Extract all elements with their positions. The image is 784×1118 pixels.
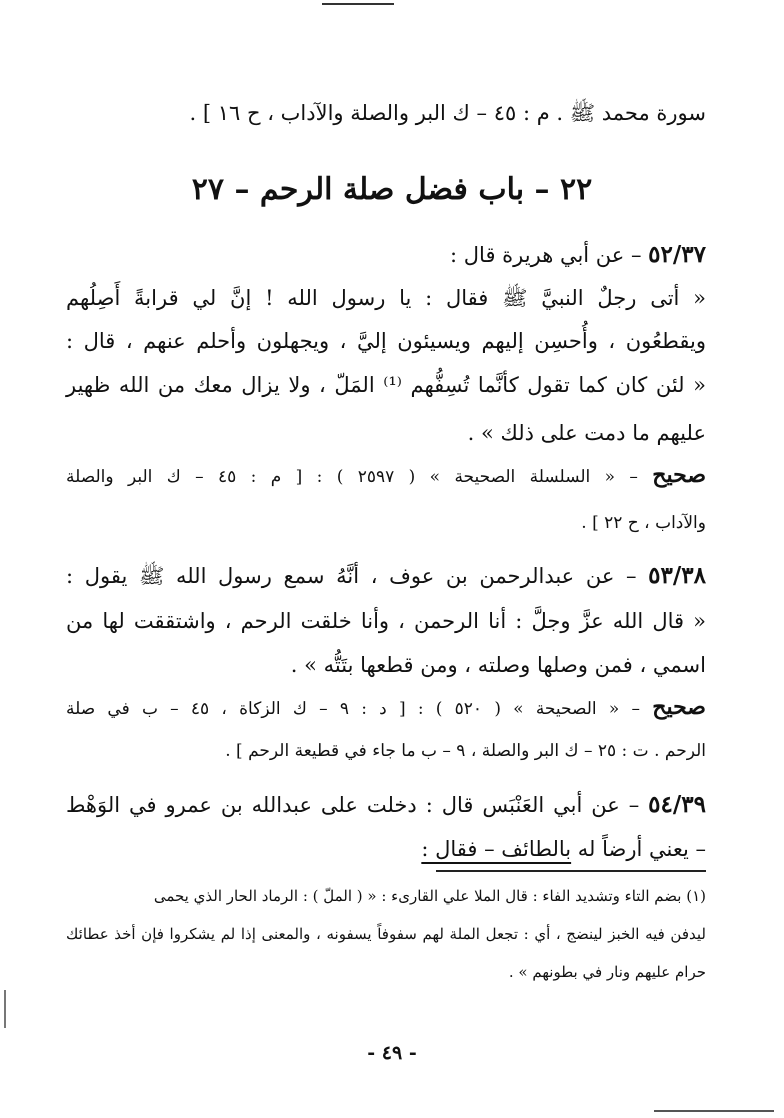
page-number: - ٤٩ - — [367, 1042, 417, 1064]
source-ref: – « الصحيحة » ( ٥٢٠ ) : [ د : ٩ – ك الزكاة ، ٤٥ – ب في صلة — [66, 699, 653, 719]
hadith-number: ٥٢/٣٧ — [648, 241, 706, 268]
hadith-37-source-cont: والآداب ، ح ٢٢ ] . — [581, 513, 706, 533]
hadith-39-opening — [66, 790, 706, 820]
hadith-39-underlined: بالطائف – فقال : — [421, 837, 572, 861]
footnote-line: (١) بضم التاء وتشديد الفاء : قال الملا علي القارىء : « ( الملّ ) : الرماد الحار الذي يحمى — [153, 887, 706, 905]
hadith-37-text-line: « أتى رجلٌ النبيَّ ﷺ فقال : يا رسول الله ! إنَّ لي قرابةً أَصِلُهم — [66, 286, 706, 310]
scan-mark — [4, 990, 6, 1028]
grade-label: صحيح — [652, 462, 707, 488]
hadith-chain: – عن عبدالرحمن بن عوف ، أنَّهُ سمع رسول الله ﷺ يقول : — [66, 564, 649, 588]
hadith-39-text-line — [66, 834, 706, 864]
hadith-37-opening — [66, 240, 706, 270]
hadith-37-text-line: « لئن كان كما تقول كأنَّما تُسِفُّهم ⁽¹⁾ المَلّ ، ولا يزال معك من الله ظهير — [66, 373, 706, 397]
hadith-37-source — [66, 460, 706, 492]
hadith-38-source-cont: الرحم . ت : ٢٥ – ك البر والصلة ، ٩ – ب ما جاء في قطيعة الرحم ] . — [225, 741, 706, 761]
hadith-37-text-line: ويقطعُون ، وأُحسِن إليهم ويسيئون إليَّ ، ويجهلون وأحلم عنهم ، قال : — [66, 329, 706, 353]
footnote-divider — [436, 870, 706, 872]
top-rule — [322, 3, 394, 5]
continuation-line: سورة محمد ﷺ . م : ٤٥ – ك البر والصلة والآداب ، ح ١٦ ] . — [189, 101, 706, 125]
grade-label: صحيح — [652, 694, 706, 720]
hadith-chain: – عن أبي هريرة قال : — [450, 243, 649, 267]
bottom-rule — [654, 1110, 774, 1112]
hadith-number: ٥٣/٣٨ — [648, 562, 706, 589]
hadith-chain: – عن أبي العَنْبَس قال : دخلت على عبدالله بن عمرو في الوَهْط — [66, 793, 649, 817]
chapter-heading: ٢٢ – باب فضل صلة الرحم – ٢٧ — [191, 172, 593, 207]
hadith-37-text-line: عليهم ما دمت على ذلك » . — [467, 421, 706, 445]
hadith-38-text-line: اسمي ، فمن وصلها وصلته ، ومن قطعها بتَتُّه » . — [290, 653, 706, 677]
hadith-38-source — [66, 692, 706, 724]
hadith-38-opening — [66, 561, 706, 591]
hadith-number: ٥٤/٣٩ — [648, 791, 706, 818]
footnote-line: حرام عليهم ونار في بطونهم » . — [508, 963, 706, 981]
hadith-39-prefix: – يعني أرضاً له — [571, 837, 706, 861]
hadith-38-text-line: « قال الله عزَّ وجلَّ : أنا الرحمن ، وأنا خلقت الرحم ، واشتققت لها من — [66, 609, 706, 633]
source-ref: – « السلسلة الصحيحة » ( ٢٥٩٧ ) : [ م : ٤٥ – ك البر والصلة — [66, 467, 653, 487]
footnote-line: ليدفن فيه الخبز لينضج ، أي : تجعل الملة لهم سفوفاً يسفونه ، والمعنى إذا لم يشكروا فإن أخذ عطائك — [66, 925, 706, 943]
